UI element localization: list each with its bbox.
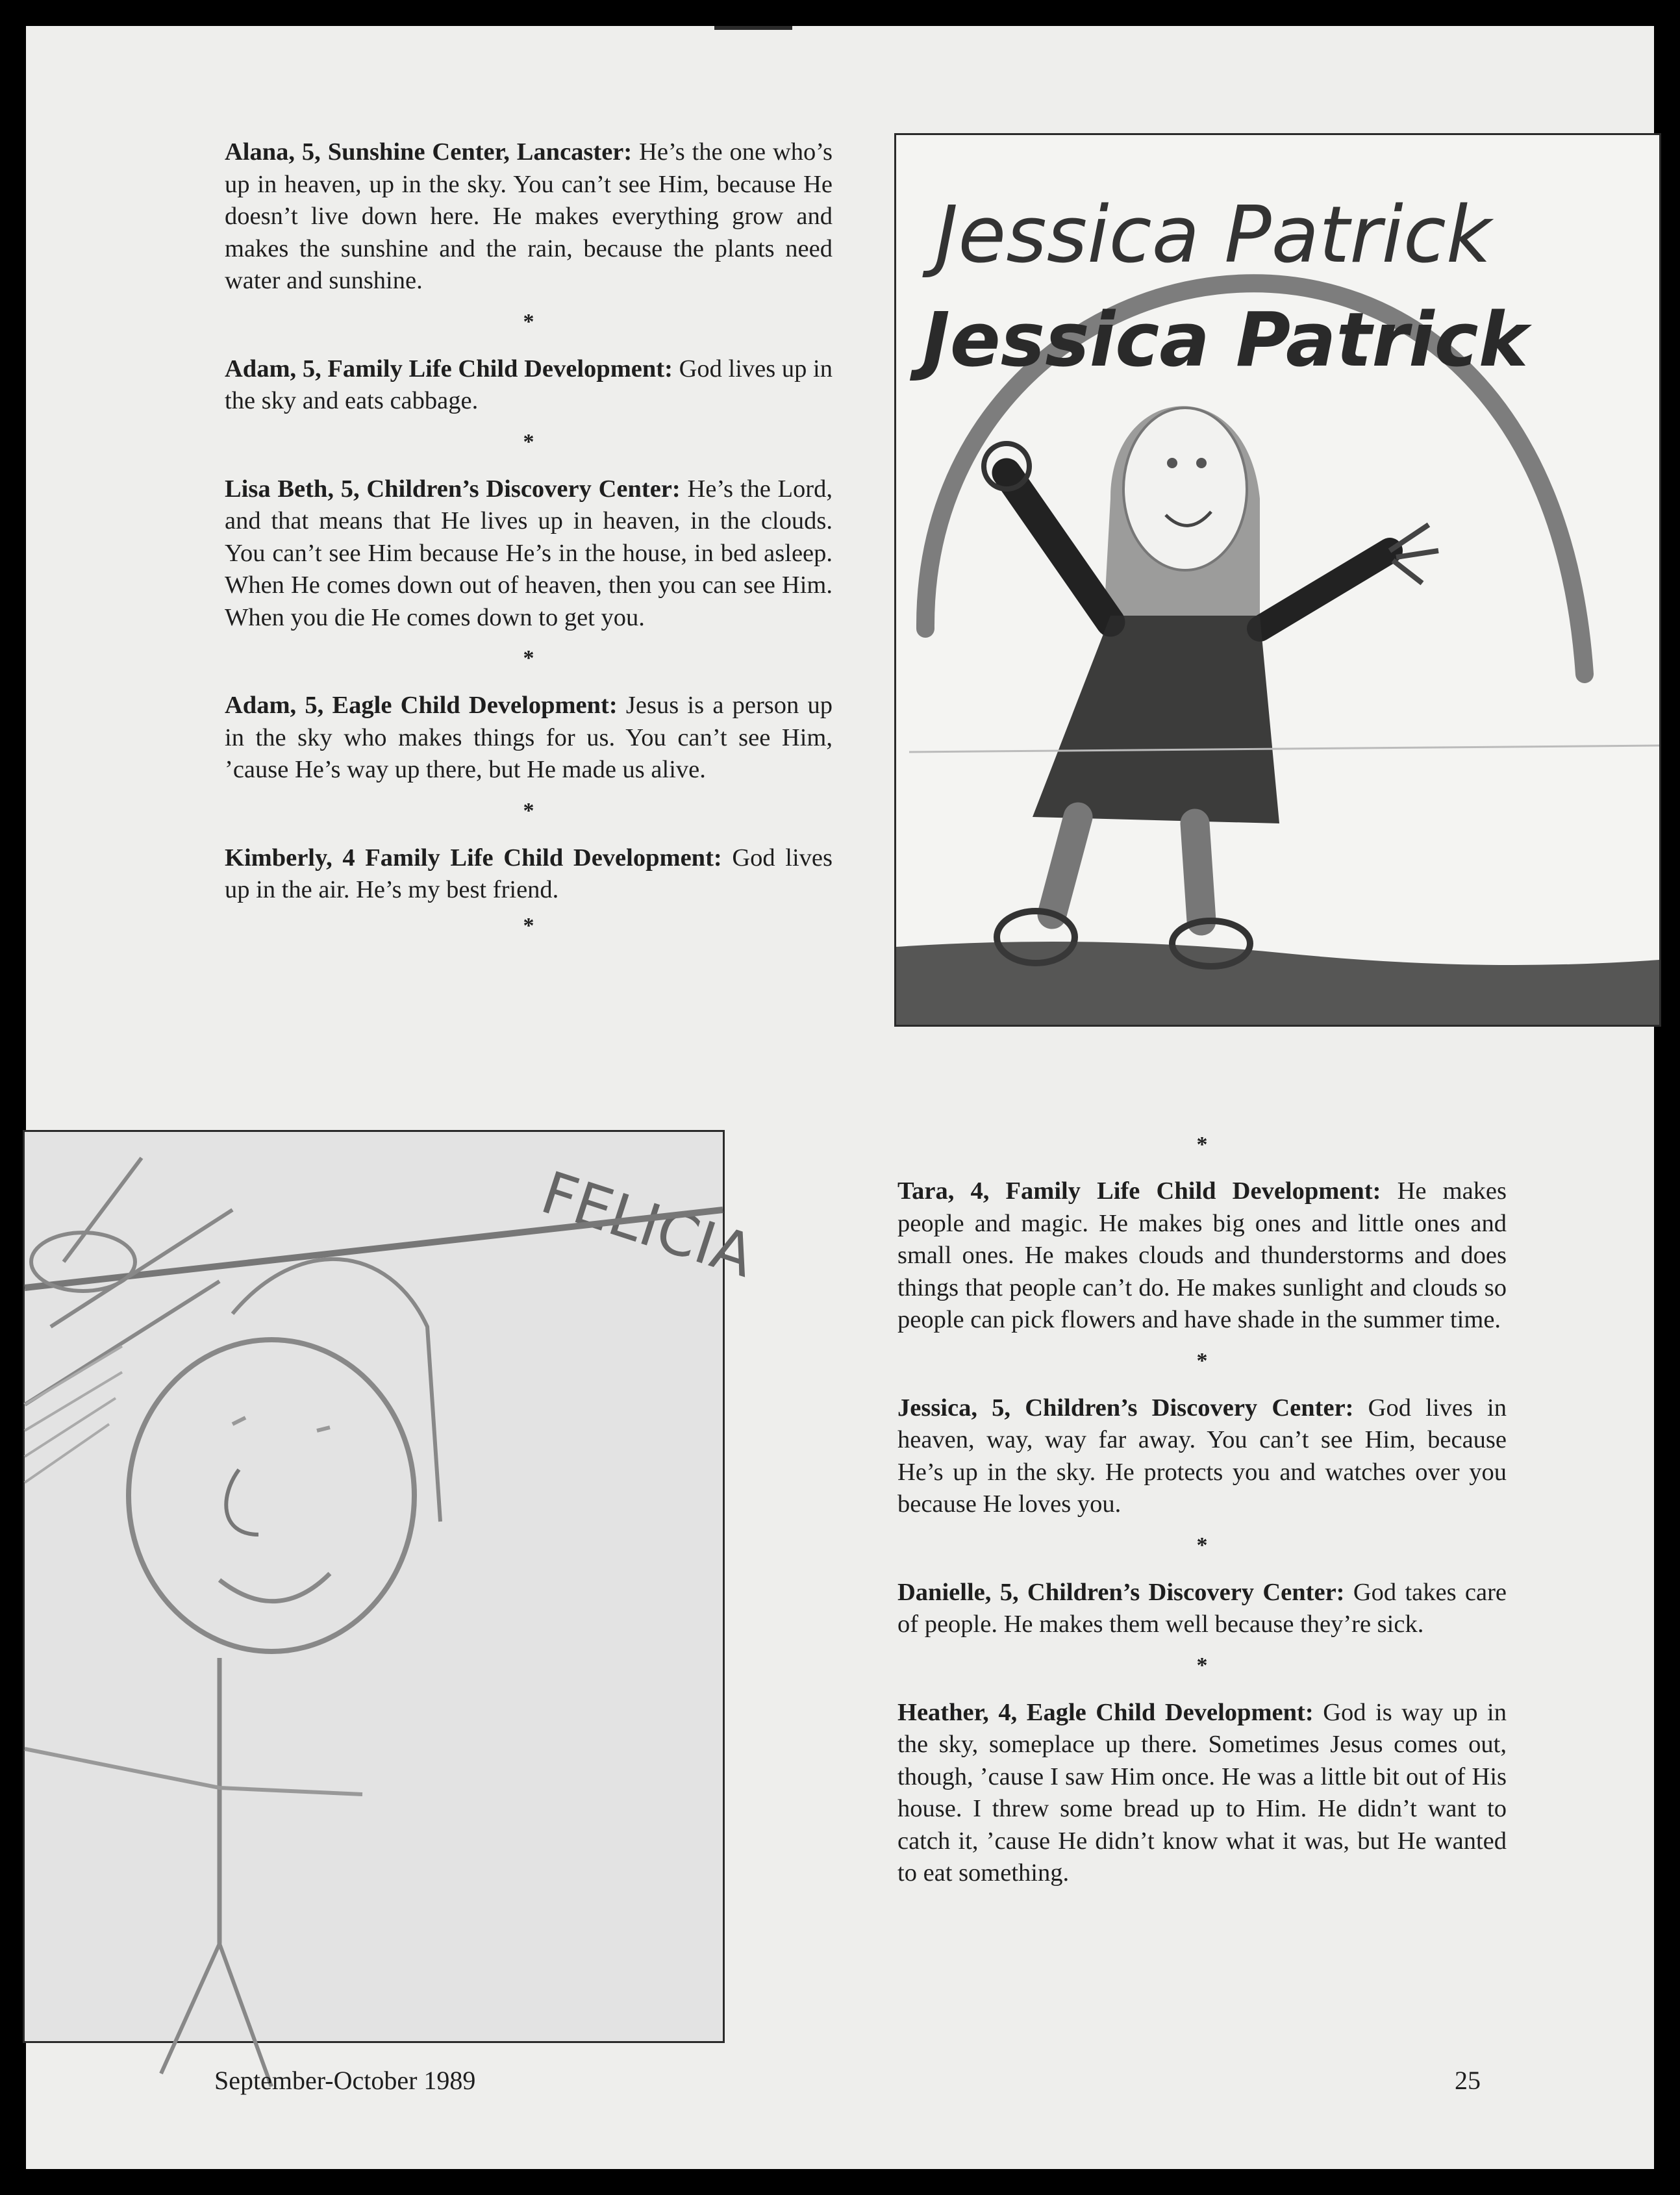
separator: * (1196, 1348, 1208, 1373)
left-column (225, 136, 833, 957)
footer-issue-date: September-October 1989 (214, 2066, 476, 2095)
quote-speaker: Tara, 4, Family Life Child Development: (897, 1177, 1381, 1205)
quote-speaker: Adam, 5, Eagle Child Development: (225, 692, 618, 719)
separator: * (1196, 1133, 1208, 1157)
pencil-figure-drawing (25, 1132, 762, 2041)
crayon-figure-drawing (896, 135, 1659, 1025)
separator: * (523, 429, 534, 454)
quote-text: God is way up in the sky, someplace up there. Sometimes Jesus comes out, though, ’cause I saw Him once. He was a little bit out of His house. I threw some bread up to Him. He didn’t want to catch it, ’cause He didn’t know what it was, but He wanted to eat something. (897, 1698, 1507, 1887)
separator: * (523, 913, 534, 938)
handwritten-name-1: Jessica Patrick (935, 190, 1492, 281)
separator: * (523, 309, 534, 334)
quote-speaker: Jessica, 5, Children’s Discovery Center: (897, 1394, 1354, 1422)
quote-entry (897, 1577, 1507, 1641)
magazine-page (26, 26, 1654, 2169)
page-number: 25 (1455, 2066, 1481, 2095)
right-column (897, 1175, 1507, 1890)
quote-entry (897, 1392, 1507, 1521)
quote-text: Jesus is a person up in the sky who makes things for us. You can’t see Him, ’cause He’s way up there, but He made us alive. (225, 692, 833, 783)
handwritten-name: FELICIA (533, 1159, 762, 1291)
quote-text: God lives up in the sky and eats cabbage. (225, 355, 833, 414)
quote-entry (225, 690, 833, 786)
quote-text: God takes care of people. He makes them well because they’re sick. (897, 1578, 1507, 1638)
quote-speaker: Kimberly, 4 Family Life Child Development: (225, 844, 722, 872)
separator: * (523, 798, 534, 823)
quote-entry (225, 353, 833, 418)
top-mark (714, 26, 792, 30)
separator: * (1196, 1533, 1208, 1557)
quote-speaker: Danielle, 5, Children’s Discovery Center: (897, 1578, 1345, 1606)
quote-entry (897, 1175, 1507, 1336)
child-drawing-felicia (23, 1130, 762, 2043)
quote-text: He makes people and magic. He makes big ones and little ones and small ones. He makes clouds and thunderstorms and does things that people can’t do. He makes sunlight and clouds so people can pick flowers and have shade in the summer time. (897, 1177, 1507, 1333)
handwritten-name-2: Jessica Patrick (922, 297, 1529, 384)
quote-speaker: Alana, 5, Sunshine Center, Lancaster: (225, 138, 633, 166)
quote-text: He’s the Lord, and that means that He lives up in heaven, in the clouds. You can’t see Him because He’s in the house, in bed asleep. When He comes down out of heaven, then you can see Him. When you die He comes down to get you. (225, 475, 833, 631)
quote-speaker: Heather, 4, Eagle Child Development: (897, 1698, 1314, 1726)
separator: * (1196, 1653, 1208, 1677)
quote-entry (897, 1697, 1507, 1890)
quote-entry (225, 473, 833, 634)
quote-entry (225, 842, 833, 907)
quote-text: God lives in heaven, way, way far away. You can’t see Him, because He’s up in the sky. He protects you and watches over you because He loves you. (897, 1394, 1507, 1518)
quote-speaker: Lisa Beth, 5, Children’s Discovery Center: (225, 475, 681, 503)
quote-text: He’s the one who’s up in heaven, up in the sky. You can’t see Him, because He doesn’t live down here. He makes everything grow and makes the sunshine and the rain, because the plants need water and sunshine. (225, 138, 833, 294)
quote-entry (225, 136, 833, 297)
quote-speaker: Adam, 5, Family Life Child Development: (225, 355, 673, 383)
quote-text: God lives up in the air. He’s my best friend. (225, 844, 833, 903)
child-drawing-jessica (894, 133, 1661, 1027)
separator: * (523, 646, 534, 670)
